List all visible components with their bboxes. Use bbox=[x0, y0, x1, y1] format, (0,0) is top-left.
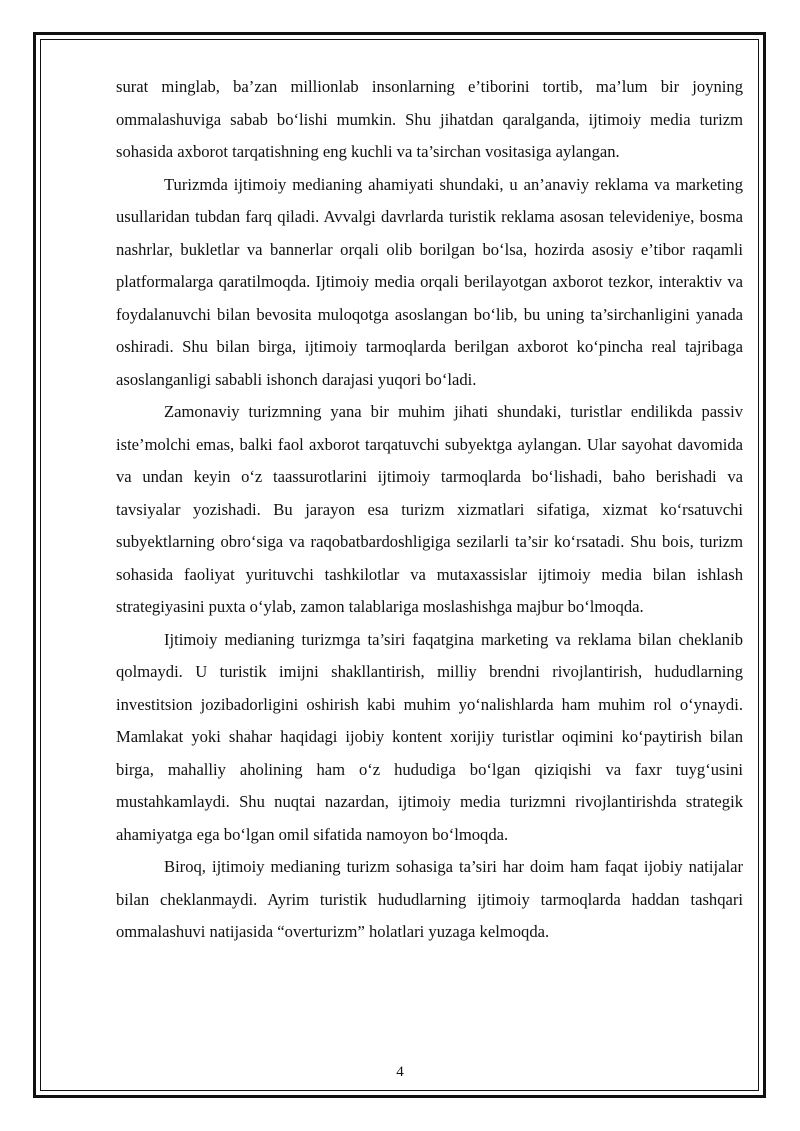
paragraph: Biroq, ijtimoiy medianing turizm sohasiga ta’siri har doim ham faqat ijobiy natijalar bilan cheklanmaydi. Ayrim turistik hududlarning ijtimoiy tarmoqlarda haddan tashqari ommalashuvi natijasida “overturizm” holatlari yuzaga kelmoqda. bbox=[116, 857, 743, 941]
paragraph: Zamonaviy turizmning yana bir muhim jihati shundaki, turistlar endilikda passiv iste’molchi emas, balki faol axborot tarqatuvchi subyektga aylangan. Ular sayohat davomida va undan keyin o‘z taassurotlarini ijtimoiy tarmoqlarda bo‘lishadi, baho berishadi va tavsiyalar yozishadi. Bu jarayon esa turizm xizmatlari sifatiga, xizmat ko‘rsatuvchi subyektlarning obro‘siga va raqobatbardoshligiga sezilarli ta’sir ko‘rsatadi. Shu bois, turizm sohasida faoliyat yurituvchi tashkilotlar va mutaxassislar ijtimoiy media bilan ishlash strategiyasini puxta o‘ylab, zamon talablariga moslashishga majbur bo‘lmoqda. bbox=[116, 402, 743, 616]
paragraph: Turizmda ijtimoiy medianing ahamiyati shundaki, u an’anaviy reklama va marketing usullaridan tubdan farq qiladi. Avvalgi davrlarda turistik reklama asosan televideniye, bosma nashrlar, bukletlar va bannerlar orqali olib borilgan bo‘lsa, hozirda asosiy e’tibor raqamli platformalarga qaratilmoqda. Ijtimoiy media orqali berilayotgan axborot tezkor, interaktiv va foydalanuvchi bilan bevosita muloqotga asoslangan bo‘lib, bu uning ta’sirchanligini yanada oshiradi. Shu bilan birga, ijtimoiy tarmoqlarda berilgan axborot ko‘pincha real tajribaga asoslanganligi sababli ishonch darajasi yuqori bo‘ladi. bbox=[116, 174, 743, 389]
paragraph: Ijtimoiy medianing turizmga ta’siri faqatgina marketing va reklama bilan cheklanib qolmaydi. U turistik imijni shakllantirish, milliy brendni rivojlantirish, hududlarning investitsion jozibadorligini oshirish kabi muhim yo‘nalishlarda ham muhim rol o‘ynaydi. Mamlakat yoki shahar haqidagi ijobiy kontent xorijiy turistlar oqimini ko‘paytirish bilan birga, mahalliy aholining ham o‘z hududiga bo‘lgan qiziqishi va faxr tuyg‘usini mustahkamlaydi. Shu nuqtai nazardan, ijtimoiy media turizmni rivojlantirishda strategik ahamiyatga ega bo‘lgan omil sifatida namoyon bo‘lmoqda. bbox=[116, 629, 743, 844]
paragraph-continuation: surat minglab, ba’zan millionlab insonlarning e’tiborini tortib, ma’lum bir joyning ommalashuviga sabab bo‘lishi mumkin. Shu jihatdan qaralganda, ijtimoiy media turizm sohasida axborot tarqatishning eng kuchli va ta’sirchan vositasiga aylangan. bbox=[116, 77, 743, 161]
page-number: 4 bbox=[396, 1064, 404, 1080]
document-body bbox=[116, 71, 743, 949]
